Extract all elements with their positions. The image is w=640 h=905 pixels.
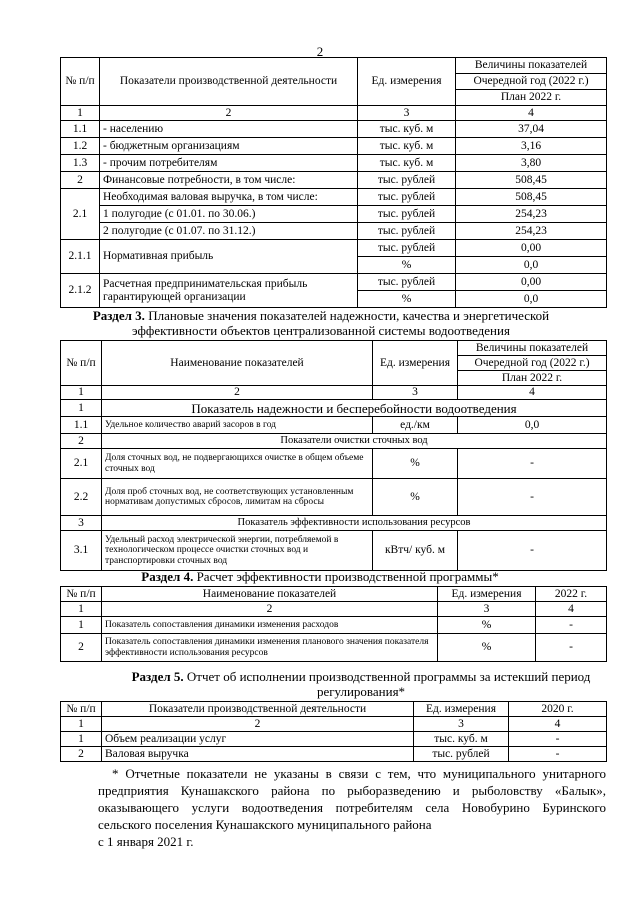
table-row xyxy=(61,240,607,257)
row-unit: тыс. рублей xyxy=(358,223,456,240)
row-num: 2 xyxy=(61,172,100,189)
header-unit: Ед. измерения xyxy=(438,587,536,602)
row-unit: ед./км xyxy=(373,417,458,434)
row-unit: % xyxy=(438,617,536,634)
row-unit: тыс. куб. м xyxy=(414,732,509,747)
row-num: 2.1.1 xyxy=(61,240,100,274)
col-index: 3 xyxy=(414,717,509,732)
row-num: 2 xyxy=(61,634,102,662)
table-row xyxy=(61,223,607,240)
row-num: 2 xyxy=(61,747,102,762)
row-num: 3.1 xyxy=(61,531,102,571)
section-5-text: Отчет об исполнении производственной программы за истекший период регулирования* xyxy=(186,669,591,699)
row-value: 0,00 xyxy=(456,240,607,257)
table-row xyxy=(61,417,607,434)
section-5-label: Раздел 5. xyxy=(131,669,184,684)
row-name: 1 полугодие (с 01.01. по 30.06.) xyxy=(100,206,358,223)
row-unit: % xyxy=(373,449,458,479)
header-year: 2022 г. xyxy=(536,587,607,602)
section-5-title xyxy=(118,669,604,699)
row-unit: % xyxy=(373,479,458,516)
row-value: - xyxy=(509,732,607,747)
header-year: 2020 г. xyxy=(509,702,607,717)
row-unit: % xyxy=(358,291,456,308)
row-num: 1.1 xyxy=(61,417,102,434)
row-name: Валовая выручка xyxy=(102,747,414,762)
row-value: 254,23 xyxy=(456,223,607,240)
header-name: Наименование показателей xyxy=(102,587,438,602)
row-unit: тыс. рублей xyxy=(358,172,456,189)
col-index: 1 xyxy=(61,106,100,121)
header-indicator: Показатели производственной деятельности xyxy=(100,58,358,106)
col-index: 3 xyxy=(358,106,456,121)
header-unit: Ед. измерения xyxy=(414,702,509,717)
table-row xyxy=(61,449,607,479)
row-value: - xyxy=(536,617,607,634)
row-name: Доля сточных вод, не подвергающихся очистке в общем объеме сточных вод xyxy=(102,449,373,479)
table-row xyxy=(61,206,607,223)
row-unit: % xyxy=(358,257,456,274)
header-indicator: Наименование показателей xyxy=(102,341,373,386)
efficiency-table xyxy=(60,586,607,662)
row-num: 1.2 xyxy=(61,138,100,155)
row-value: 0,0 xyxy=(456,257,607,274)
section-3-label: Раздел 3. xyxy=(92,308,145,323)
col-index: 3 xyxy=(438,602,536,617)
col-index: 3 xyxy=(373,386,458,400)
row-num: 1.3 xyxy=(61,155,100,172)
col-index: 1 xyxy=(61,602,102,617)
row-value: - xyxy=(458,531,607,571)
group-row xyxy=(61,434,607,449)
report-table xyxy=(60,701,607,762)
row-value: 37,04 xyxy=(456,121,607,138)
col-index: 4 xyxy=(456,106,607,121)
row-value: 0,00 xyxy=(456,274,607,291)
section-4-label: Раздел 4. xyxy=(141,569,194,584)
row-value: 508,45 xyxy=(456,189,607,206)
row-name: Расчетная предпринимательская прибыль гарантирующей организации xyxy=(100,274,358,308)
table-row xyxy=(61,479,607,516)
table-row xyxy=(61,121,607,138)
group-title: Показатели очистки сточных вод xyxy=(102,434,607,449)
header-num: № п/п xyxy=(61,58,100,106)
row-unit: кВтч/ куб. м xyxy=(373,531,458,571)
table-row xyxy=(61,274,607,291)
row-value: 3,80 xyxy=(456,155,607,172)
row-value: - xyxy=(458,479,607,516)
group-title: Показатель эффективности использования ресурсов xyxy=(102,516,607,531)
row-num: 2 xyxy=(61,434,102,449)
row-num: 2.1 xyxy=(61,189,100,240)
row-num: 1.1 xyxy=(61,121,100,138)
reliability-indicators-table xyxy=(60,340,607,571)
row-name: - бюджетным организациям xyxy=(100,138,358,155)
row-name: Удельный расход электрической энергии, потребляемой в технологическом процессе очистки сточных вод и транспортировки сточных вод xyxy=(102,531,373,571)
header-year: Очередной год (2022 г.) xyxy=(458,356,607,371)
col-index: 2 xyxy=(102,602,438,617)
table-row xyxy=(61,747,607,762)
row-value: 0,0 xyxy=(458,417,607,434)
row-value: - xyxy=(536,634,607,662)
row-num: 2.1 xyxy=(61,449,102,479)
section-3-title xyxy=(78,308,564,338)
footnote-last-line: с 1 января 2021 г. xyxy=(98,834,194,849)
row-name: Объем реализации услуг xyxy=(102,732,414,747)
header-values: Величины показателей xyxy=(456,58,607,74)
group-row xyxy=(61,516,607,531)
row-name: Доля проб сточных вод, не соответствующих установленным нормативам допустимых сбросов, лимитам на сбросы xyxy=(102,479,373,516)
row-unit: тыс. рублей xyxy=(358,206,456,223)
row-num: 1 xyxy=(61,617,102,634)
section-3-text: Плановые значения показателей надежности, качества и энергетической эффективности объектов централизованной системы водоотведения xyxy=(132,308,550,338)
group-row xyxy=(61,400,607,417)
row-num: 1 xyxy=(61,732,102,747)
production-indicators-table xyxy=(60,57,607,308)
row-unit: тыс. рублей xyxy=(358,274,456,291)
row-unit: тыс. куб. м xyxy=(358,138,456,155)
table-row xyxy=(61,617,607,634)
header-unit: Ед. измерения xyxy=(358,58,456,106)
table-row xyxy=(61,634,607,662)
group-title: Показатель надежности и бесперебойности водоотведения xyxy=(102,400,607,417)
table-row xyxy=(61,189,607,206)
row-name: Удельное количество аварий засоров в год xyxy=(102,417,373,434)
row-name: 2 полугодие (с 01.07. по 31.12.) xyxy=(100,223,358,240)
row-value: 254,23 xyxy=(456,206,607,223)
col-index: 1 xyxy=(61,717,102,732)
row-unit: % xyxy=(438,634,536,662)
col-index: 1 xyxy=(61,386,102,400)
row-value: - xyxy=(458,449,607,479)
col-index: 4 xyxy=(536,602,607,617)
table-row xyxy=(61,172,607,189)
row-name: Необходимая валовая выручка, в том числе: xyxy=(100,189,358,206)
row-unit: тыс. куб. м xyxy=(358,155,456,172)
col-index: 4 xyxy=(509,717,607,732)
row-value: 0,0 xyxy=(456,291,607,308)
header-num: № п/п xyxy=(61,702,102,717)
footnote-text: * Отчетные показатели не указаны в связи с тем, что муниципального унитарного предприятия Кунашакского района по рыборазведению и рыболовству «Балык», оказывающего услуги водоотведения потребителям села Новобурино Буринского сельского поселения Кунашакского муниципального района xyxy=(98,766,606,832)
row-name: Показатель сопоставления динамики изменения расходов xyxy=(102,617,438,634)
row-name: Нормативная прибыль xyxy=(100,240,358,274)
row-num: 2.1.2 xyxy=(61,274,100,308)
section-4-title xyxy=(0,569,640,584)
table-row xyxy=(61,155,607,172)
section-4-text: Расчет эффективности производственной программы* xyxy=(196,569,499,584)
table-row xyxy=(61,732,607,747)
row-unit: тыс. рублей xyxy=(358,189,456,206)
header-plan: План 2022 г. xyxy=(456,90,607,106)
row-num: 1 xyxy=(61,400,102,417)
header-year: Очередной год (2022 г.) xyxy=(456,74,607,90)
col-index: 2 xyxy=(102,386,373,400)
row-unit: тыс. рублей xyxy=(414,747,509,762)
table-row xyxy=(61,138,607,155)
row-unit: тыс. куб. м xyxy=(358,121,456,138)
header-name: Показатели производственной деятельности xyxy=(102,702,414,717)
page-number: 2 xyxy=(316,44,324,59)
row-name: - прочим потребителям xyxy=(100,155,358,172)
row-value: 3,16 xyxy=(456,138,607,155)
row-num: 3 xyxy=(61,516,102,531)
row-unit: тыс. рублей xyxy=(358,240,456,257)
header-unit: Ед. измерения xyxy=(373,341,458,386)
row-name: Показатель сопоставления динамики изменения планового значения показателя эффективности использования ресурсов xyxy=(102,634,438,662)
table-row xyxy=(61,531,607,571)
footnote xyxy=(98,765,606,850)
header-num: № п/п xyxy=(61,587,102,602)
row-num: 2.2 xyxy=(61,479,102,516)
row-value: 508,45 xyxy=(456,172,607,189)
col-index: 4 xyxy=(458,386,607,400)
row-name: - населению xyxy=(100,121,358,138)
col-index: 2 xyxy=(102,717,414,732)
col-index: 2 xyxy=(100,106,358,121)
header-plan: План 2022 г. xyxy=(458,371,607,386)
header-num: № п/п xyxy=(61,341,102,386)
row-name: Финансовые потребности, в том числе: xyxy=(100,172,358,189)
header-values: Величины показателей xyxy=(458,341,607,356)
row-value: - xyxy=(509,747,607,762)
